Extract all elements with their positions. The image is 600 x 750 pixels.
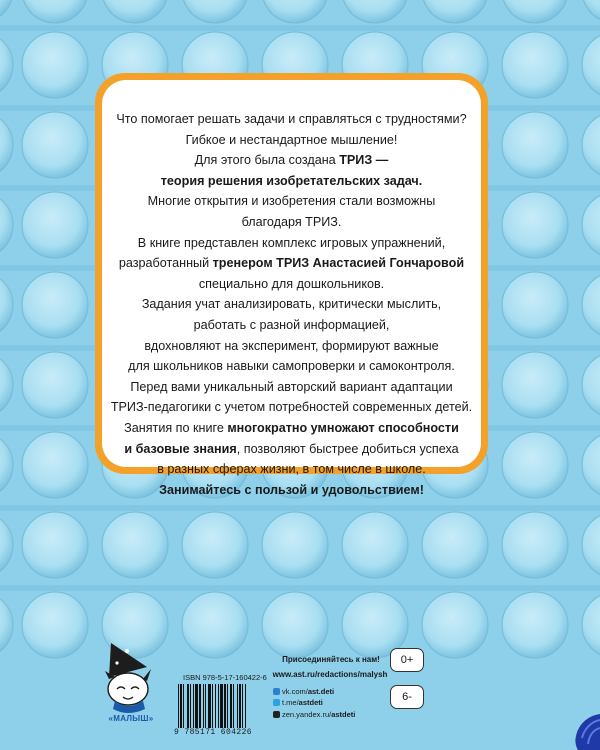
desc-line: Многие открытия и изобретения стали возможны (147, 194, 436, 209)
vk-icon (273, 688, 280, 695)
desc-line: Задания учат анализировать, критически мыслить, (141, 297, 442, 312)
tg-handle: astdeti (298, 698, 323, 707)
popit-bubble (22, 352, 88, 418)
popit-bubble (22, 432, 88, 498)
popit-bubble (182, 512, 248, 578)
desc-line: Что помогает решать задачи и справляться с трудностями? (116, 112, 467, 126)
popit-bubble (22, 112, 88, 178)
barcode-bar (187, 684, 189, 728)
popit-bubble (422, 512, 488, 578)
popit-bubble (102, 512, 168, 578)
barcode-bar (180, 684, 182, 728)
barcode-bar (233, 684, 234, 728)
description-card-inner (102, 80, 481, 497)
desc-line: Перед вами уникальный авторский вариант адаптации (130, 379, 453, 394)
desc-bold-text: и базовые знания (124, 441, 237, 456)
popit-bubble (502, 32, 568, 98)
desc-line (102, 253, 481, 274)
barcode-bar (245, 684, 246, 728)
popit-bubble (22, 192, 88, 258)
desc-line: ТРИЗ-педагогики с учетом потребностей современных детей. (110, 400, 473, 415)
zen-prefix: zen.yandex.ru/ (282, 710, 332, 719)
join-us-text: Присоединяйтесь к нам! (282, 655, 380, 664)
barcode-bar (237, 684, 238, 728)
popit-bubble (22, 32, 88, 98)
desc-line (102, 418, 481, 439)
zen-handle: astdeti (331, 710, 356, 719)
barcode-bar (230, 684, 232, 728)
desc-line: для школьников навыки самопроверки и самоконтроля. (128, 359, 455, 374)
telegram-link[interactable] (282, 698, 323, 707)
vk-handle: ast.deti (307, 687, 335, 696)
popit-bubble (342, 512, 408, 578)
popit-bubble (502, 192, 568, 258)
barcode-bar (218, 684, 219, 728)
barcode-bar (242, 684, 243, 728)
desc-text: Для этого была создана (194, 153, 340, 168)
desc-bold-text: ТРИЗ — (339, 153, 389, 168)
publisher-site-link[interactable]: www.ast.ru/redactions/malysh (272, 670, 388, 679)
description-card (95, 73, 488, 497)
popit-bubble (182, 592, 248, 658)
desc-line: В книге представлен комплекс игровых упражнений, (137, 235, 446, 250)
barcode-bar (183, 684, 184, 728)
popit-bubble (262, 512, 328, 578)
desc-line (102, 439, 481, 460)
age-recommendation-badge: 6- (390, 685, 424, 709)
barcode-bar (224, 684, 226, 728)
desc-line: специально для дошкольников. (198, 276, 385, 291)
popit-bubble (422, 592, 488, 658)
desc-text: разработанный (118, 256, 213, 271)
desc-line: работать с разной информацией, (193, 317, 390, 332)
popit-bubble (262, 592, 328, 658)
barcode-bar (205, 684, 206, 728)
popit-bubble (502, 592, 568, 658)
cat-wizard-logo (103, 637, 159, 721)
desc-bold-text: теория решения изобретательских задач. (160, 173, 423, 188)
book-description (102, 109, 481, 500)
desc-line (102, 480, 481, 501)
desc-line (102, 150, 481, 171)
desc-line: вдохновляют на эксперимент, формируют важные (144, 338, 439, 353)
popit-bubble (22, 272, 88, 338)
barcode-bar (208, 684, 211, 728)
barcode-bar (220, 684, 223, 728)
desc-bold-text: Занимайтесь с пользой и удовольствием! (159, 482, 424, 497)
popit-bubble (502, 112, 568, 178)
isbn-barcode (176, 684, 269, 728)
desc-bold-text: многократно умножают способности (227, 420, 459, 435)
isbn-text: ISBN 978-5-17-160422-6 (183, 673, 267, 682)
desc-line (102, 171, 481, 192)
popit-bubble (502, 432, 568, 498)
barcode-bar (215, 684, 216, 728)
desc-text: , позволяют быстрее добиться успеха (236, 441, 459, 456)
barcode-bar (190, 684, 191, 728)
desc-line: в разных сферах жизни, в том числе в школе. (157, 462, 426, 477)
telegram-icon (273, 699, 280, 706)
desc-bold-text: тренером ТРИЗ Анастасией Гончаровой (212, 256, 465, 271)
zen-icon (273, 711, 280, 718)
barcode-bar (199, 684, 201, 728)
barcode-bar (178, 684, 179, 728)
barcode-bar (239, 684, 241, 728)
vk-link[interactable] (282, 687, 334, 696)
barcode-digits: 9 785171 604226 (174, 728, 253, 737)
desc-line: благодаря ТРИЗ. (241, 214, 342, 229)
desc-text: Занятия по книге (124, 420, 228, 435)
publisher-logo-label: «МАЛЫШ» (108, 714, 154, 723)
popit-bubble (22, 512, 88, 578)
vk-prefix: vk.com/ (282, 687, 308, 696)
zen-link[interactable] (282, 710, 355, 719)
popit-bubble (502, 512, 568, 578)
age-rating-badge: 0+ (390, 648, 424, 672)
popit-bubble (22, 592, 88, 658)
barcode-bar (227, 684, 228, 728)
desc-line: Гибкое и нестандартное мышление! (185, 132, 398, 147)
barcode-bar (212, 684, 213, 728)
tg-prefix: t.me/ (282, 698, 299, 707)
barcode-bar (193, 684, 194, 728)
barcode-bar (195, 684, 198, 728)
popit-bubble (502, 352, 568, 418)
barcode-bar (203, 684, 204, 728)
popit-bubble (502, 272, 568, 338)
blue-toy-decoration (566, 706, 600, 750)
